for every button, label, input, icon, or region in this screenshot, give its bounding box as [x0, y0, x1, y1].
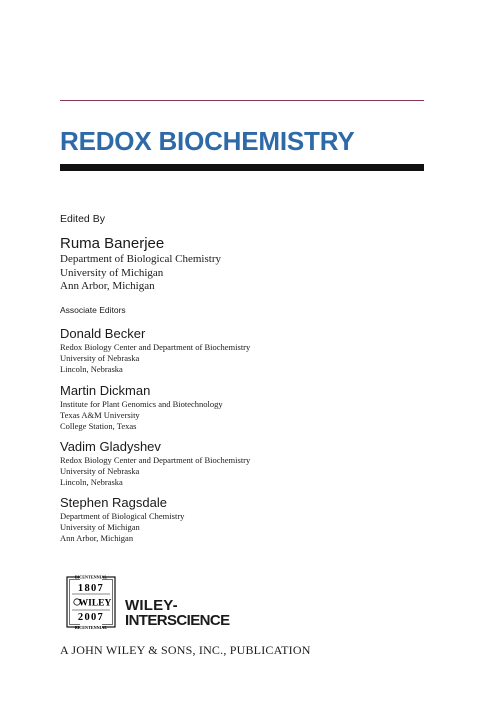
associate-affiliation-line: Lincoln, Nebraska [60, 477, 123, 487]
associate-affiliation-line: Ann Arbor, Michigan [60, 533, 134, 543]
seal-top-text: BICENTENNIAL [74, 574, 108, 580]
associate-name: Stephen Ragsdale [60, 495, 167, 510]
title-bar [60, 164, 424, 171]
book-title: REDOX BIOCHEMISTRY [60, 126, 355, 156]
associate-affiliation-line: Department of Biological Chemistry [60, 511, 185, 521]
seal-brand: WILEY [78, 598, 112, 609]
associate-editor [60, 326, 250, 375]
associate-affiliation-line: Lincoln, Nebraska [60, 364, 123, 374]
associate-affiliation-line: University of Nebraska [60, 353, 140, 363]
associate-name: Vadim Gladyshev [60, 439, 161, 454]
top-rule [60, 100, 424, 101]
associate-affiliation-line: College Station, Texas [60, 421, 137, 431]
wiley-bicentennial-seal-logo [66, 572, 116, 632]
publication-line: A JOHN WILEY & SONS, INC., PUBLICATION [60, 643, 311, 657]
edited-by-label: Edited By [60, 213, 105, 225]
associate-name: Martin Dickman [60, 383, 151, 398]
editor-affiliation [60, 253, 221, 294]
editor-affiliation-line: Ann Arbor, Michigan [60, 280, 155, 292]
associate-affiliation-line: Texas A&M University [60, 410, 140, 420]
associate-editors-label: Associate Editors [60, 305, 126, 315]
editor-name: Ruma Banerjee [60, 235, 165, 252]
associate-affiliation-line: University of Michigan [60, 522, 140, 532]
seal-year-end: 2007 [77, 612, 105, 623]
wiley-wordmark: WILEY- [125, 597, 178, 614]
seal-bottom-text: BICENTENNIAL [74, 625, 108, 630]
interscience-wordmark: INTERSCIENCE [125, 612, 230, 629]
associate-editor [60, 439, 250, 488]
associate-name: Donald Becker [60, 326, 146, 341]
seal-year-start: 1807 [77, 583, 105, 594]
editor-affiliation-line: Department of Biological Chemistry [60, 253, 221, 265]
associate-affiliation-line: Redox Biology Center and Department of Biochemistry [60, 455, 251, 465]
associate-editor [60, 495, 184, 544]
editor-affiliation-line: University of Michigan [60, 266, 164, 279]
associate-affiliation-line: Redox Biology Center and Department of Biochemistry [60, 342, 251, 352]
associate-editor [60, 383, 223, 432]
associate-affiliation-line: Institute for Plant Genomics and Biotechnology [60, 399, 223, 409]
associate-affiliation-line: University of Nebraska [60, 466, 140, 476]
